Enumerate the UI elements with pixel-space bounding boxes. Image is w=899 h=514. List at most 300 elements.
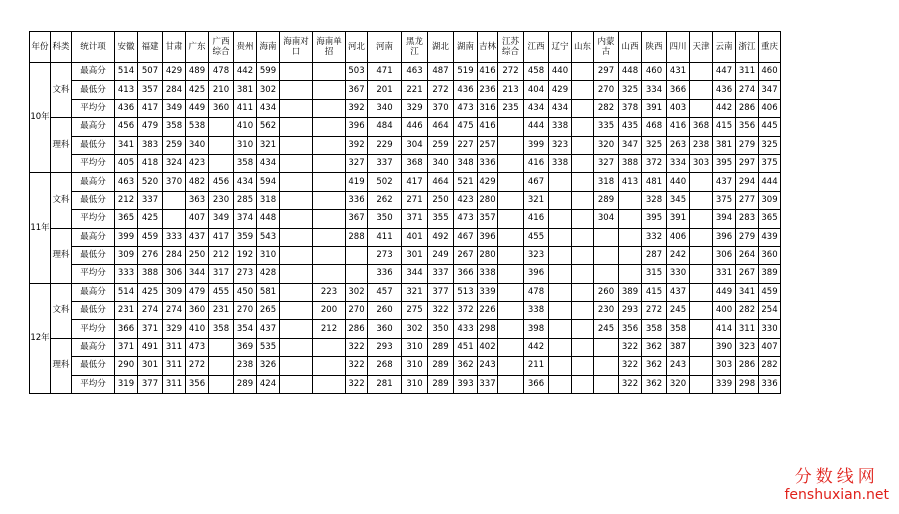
score-cell: 375 xyxy=(713,191,736,209)
score-cell: 521 xyxy=(454,173,478,191)
score-cell xyxy=(209,357,234,375)
score-cell: 337 xyxy=(428,265,454,283)
score-cell: 435 xyxy=(619,118,642,136)
score-cell: 230 xyxy=(209,191,234,209)
score-cell: 366 xyxy=(454,265,478,283)
stat-label-cell: 最高分 xyxy=(72,338,115,356)
score-cell: 478 xyxy=(209,63,234,81)
column-header: 江苏综合 xyxy=(498,32,524,63)
score-cell: 282 xyxy=(759,357,781,375)
score-cell: 273 xyxy=(368,246,402,264)
column-header: 天津 xyxy=(690,32,713,63)
table-row xyxy=(30,136,781,154)
stat-label-cell: 最低分 xyxy=(72,302,115,320)
score-cell: 200 xyxy=(313,302,346,320)
column-header: 年份 xyxy=(30,32,51,63)
score-cell: 318 xyxy=(594,173,619,191)
score-cell: 212 xyxy=(209,246,234,264)
score-cell: 519 xyxy=(454,63,478,81)
year-cell: 12年 xyxy=(30,283,51,393)
score-cell: 377 xyxy=(428,283,454,301)
score-cell: 310 xyxy=(402,375,428,393)
column-header: 重庆 xyxy=(759,32,781,63)
score-cell: 289 xyxy=(428,338,454,356)
score-cell: 416 xyxy=(524,210,549,228)
score-cell: 442 xyxy=(524,338,549,356)
score-cell: 425 xyxy=(138,210,163,228)
score-cell: 413 xyxy=(115,81,138,99)
score-cell xyxy=(572,210,594,228)
score-cell: 406 xyxy=(667,228,690,246)
score-cell: 396 xyxy=(713,228,736,246)
score-cell: 428 xyxy=(257,265,280,283)
score-cell: 358 xyxy=(163,118,186,136)
score-cell xyxy=(313,246,346,264)
score-cell: 289 xyxy=(428,357,454,375)
score-cell xyxy=(572,136,594,154)
column-header: 科类 xyxy=(51,32,72,63)
score-cell xyxy=(594,265,619,283)
score-cell: 392 xyxy=(346,136,368,154)
score-cell: 270 xyxy=(594,81,619,99)
score-cell xyxy=(313,210,346,228)
score-cell: 358 xyxy=(667,320,690,338)
table-row xyxy=(30,283,781,301)
score-cell: 280 xyxy=(478,191,498,209)
score-cell: 437 xyxy=(257,320,280,338)
score-cell xyxy=(498,338,524,356)
score-cell: 272 xyxy=(498,63,524,81)
score-cell: 270 xyxy=(346,302,368,320)
score-cell: 362 xyxy=(642,375,667,393)
score-cell: 389 xyxy=(619,283,642,301)
column-header: 内蒙古 xyxy=(594,32,619,63)
column-header: 贵州 xyxy=(234,32,257,63)
table-row xyxy=(30,375,781,393)
score-cell: 390 xyxy=(713,338,736,356)
score-cell: 337 xyxy=(478,375,498,393)
score-cell: 310 xyxy=(402,357,428,375)
score-cell: 293 xyxy=(368,338,402,356)
score-cell: 371 xyxy=(115,338,138,356)
watermark-cn: 分数线网 xyxy=(794,467,879,487)
score-cell: 238 xyxy=(234,357,257,375)
score-cell xyxy=(690,63,713,81)
score-cell: 468 xyxy=(642,118,667,136)
column-header: 河南 xyxy=(368,32,402,63)
category-cell: 文科 xyxy=(51,173,72,228)
score-cell xyxy=(594,375,619,393)
score-cell: 304 xyxy=(594,210,619,228)
score-cell xyxy=(572,246,594,264)
score-cell: 302 xyxy=(257,81,280,99)
score-cell: 460 xyxy=(759,63,781,81)
score-cell: 377 xyxy=(138,375,163,393)
score-cell: 455 xyxy=(209,283,234,301)
score-cell xyxy=(549,375,572,393)
score-cell: 250 xyxy=(186,246,209,264)
score-cell: 520 xyxy=(138,173,163,191)
score-cell: 417 xyxy=(402,173,428,191)
score-cell xyxy=(209,154,234,172)
score-cell: 322 xyxy=(619,375,642,393)
score-cell: 360 xyxy=(759,246,781,264)
score-cell xyxy=(209,118,234,136)
score-cell: 457 xyxy=(368,283,402,301)
score-cell: 231 xyxy=(115,302,138,320)
score-cell: 444 xyxy=(524,118,549,136)
score-cell: 339 xyxy=(478,283,498,301)
score-cell: 458 xyxy=(524,63,549,81)
score-cell: 396 xyxy=(346,118,368,136)
score-cell: 399 xyxy=(524,136,549,154)
score-cell: 489 xyxy=(186,63,209,81)
score-cell xyxy=(280,246,313,264)
score-cell xyxy=(690,99,713,117)
column-header: 陕西 xyxy=(642,32,667,63)
score-cell: 325 xyxy=(759,136,781,154)
score-cell xyxy=(280,320,313,338)
score-cell: 320 xyxy=(667,375,690,393)
score-cell: 436 xyxy=(454,81,478,99)
stat-label-cell: 平均分 xyxy=(72,99,115,117)
score-cell: 459 xyxy=(138,228,163,246)
score-cell: 543 xyxy=(257,228,280,246)
score-cell xyxy=(280,210,313,228)
table-row xyxy=(30,210,781,228)
score-cell: 425 xyxy=(138,283,163,301)
score-cell xyxy=(690,191,713,209)
score-cell: 267 xyxy=(736,265,759,283)
score-cell: 383 xyxy=(138,136,163,154)
table-row xyxy=(30,81,781,99)
stat-label-cell: 最高分 xyxy=(72,173,115,191)
score-cell: 275 xyxy=(402,302,428,320)
score-cell: 201 xyxy=(368,81,402,99)
score-cell xyxy=(498,283,524,301)
score-cell xyxy=(594,228,619,246)
score-cell: 347 xyxy=(759,81,781,99)
score-cell: 267 xyxy=(454,246,478,264)
score-cell: 503 xyxy=(346,63,368,81)
score-cell: 473 xyxy=(454,210,478,228)
stat-label-cell: 最低分 xyxy=(72,81,115,99)
score-cell: 290 xyxy=(115,357,138,375)
stat-label-cell: 平均分 xyxy=(72,154,115,172)
score-cell xyxy=(619,191,642,209)
score-cell: 338 xyxy=(478,265,498,283)
stat-label-cell: 平均分 xyxy=(72,375,115,393)
score-cell: 284 xyxy=(163,246,186,264)
score-cell: 273 xyxy=(234,265,257,283)
score-cell: 448 xyxy=(257,210,280,228)
score-cell: 366 xyxy=(524,375,549,393)
score-cell xyxy=(346,265,368,283)
score-cell xyxy=(280,99,313,117)
year-cell: 11年 xyxy=(30,173,51,283)
score-cell: 371 xyxy=(138,320,163,338)
score-cell xyxy=(690,283,713,301)
score-cell: 433 xyxy=(454,320,478,338)
score-cell: 349 xyxy=(163,99,186,117)
score-cell: 437 xyxy=(667,283,690,301)
column-header: 广西综合 xyxy=(209,32,234,63)
score-cell: 400 xyxy=(713,302,736,320)
table-row xyxy=(30,265,781,283)
score-cell: 303 xyxy=(690,154,713,172)
score-cell: 236 xyxy=(478,81,498,99)
score-cell xyxy=(619,228,642,246)
score-cell xyxy=(313,375,346,393)
column-header: 黑龙江 xyxy=(402,32,428,63)
category-cell: 文科 xyxy=(51,63,72,118)
score-cell: 268 xyxy=(368,357,402,375)
score-cell: 277 xyxy=(736,191,759,209)
score-cell xyxy=(280,191,313,209)
score-cell: 259 xyxy=(428,136,454,154)
score-cell xyxy=(594,357,619,375)
score-cell: 211 xyxy=(524,357,549,375)
score-cell: 362 xyxy=(454,357,478,375)
score-cell: 348 xyxy=(454,154,478,172)
score-cell: 339 xyxy=(713,375,736,393)
score-cell: 274 xyxy=(736,81,759,99)
score-cell xyxy=(163,191,186,209)
score-cell: 372 xyxy=(642,154,667,172)
score-cell: 463 xyxy=(402,63,428,81)
score-cell: 325 xyxy=(619,81,642,99)
score-cell: 340 xyxy=(428,154,454,172)
score-cell: 270 xyxy=(234,302,257,320)
score-cell xyxy=(313,118,346,136)
score-cell: 337 xyxy=(138,191,163,209)
column-header: 海南 xyxy=(257,32,280,63)
score-cell xyxy=(498,375,524,393)
score-cell xyxy=(313,136,346,154)
table-row xyxy=(30,338,781,356)
score-cell: 359 xyxy=(234,228,257,246)
score-cell: 294 xyxy=(736,173,759,191)
score-cell: 417 xyxy=(138,99,163,117)
column-header: 海南单招 xyxy=(313,32,346,63)
table-row xyxy=(30,302,781,320)
score-cell xyxy=(572,357,594,375)
score-cell: 423 xyxy=(186,154,209,172)
score-cell: 473 xyxy=(186,338,209,356)
column-header: 四川 xyxy=(667,32,690,63)
score-cell xyxy=(549,283,572,301)
score-cell: 418 xyxy=(138,154,163,172)
score-cell: 507 xyxy=(138,63,163,81)
score-cell: 279 xyxy=(736,136,759,154)
score-cell xyxy=(280,63,313,81)
score-cell: 594 xyxy=(257,173,280,191)
score-cell: 434 xyxy=(234,173,257,191)
column-header: 山东 xyxy=(572,32,594,63)
score-cell: 410 xyxy=(186,320,209,338)
stat-label-cell: 最高分 xyxy=(72,118,115,136)
score-cell: 226 xyxy=(478,302,498,320)
column-header: 湖南 xyxy=(454,32,478,63)
score-cell: 415 xyxy=(713,118,736,136)
score-cell: 478 xyxy=(524,283,549,301)
score-cell: 448 xyxy=(619,63,642,81)
score-cell: 487 xyxy=(428,63,454,81)
score-cell: 317 xyxy=(209,265,234,283)
score-cell xyxy=(313,338,346,356)
score-cell: 265 xyxy=(257,302,280,320)
score-cell: 396 xyxy=(478,228,498,246)
category-cell: 文科 xyxy=(51,283,72,338)
score-cell: 250 xyxy=(428,191,454,209)
score-cell: 321 xyxy=(402,283,428,301)
score-cell: 331 xyxy=(713,265,736,283)
score-cell: 354 xyxy=(234,320,257,338)
score-cell xyxy=(280,154,313,172)
score-cell xyxy=(572,320,594,338)
score-cell xyxy=(690,375,713,393)
score-cell: 414 xyxy=(713,320,736,338)
score-cell: 514 xyxy=(115,63,138,81)
score-cell: 335 xyxy=(594,118,619,136)
score-cell xyxy=(498,210,524,228)
score-cell: 363 xyxy=(186,191,209,209)
score-cell: 473 xyxy=(454,99,478,117)
score-cell xyxy=(313,173,346,191)
score-cell: 378 xyxy=(619,99,642,117)
score-cell: 388 xyxy=(619,154,642,172)
score-cell: 355 xyxy=(428,210,454,228)
score-cell xyxy=(313,357,346,375)
score-cell: 212 xyxy=(313,320,346,338)
score-cell: 322 xyxy=(619,357,642,375)
score-cell: 286 xyxy=(346,320,368,338)
score-cell: 227 xyxy=(454,136,478,154)
score-cell: 303 xyxy=(713,357,736,375)
score-cell: 259 xyxy=(163,136,186,154)
score-cell: 229 xyxy=(368,136,402,154)
score-cell: 341 xyxy=(115,136,138,154)
score-cell: 467 xyxy=(524,173,549,191)
score-cell: 513 xyxy=(454,283,478,301)
score-cell: 475 xyxy=(454,118,478,136)
score-cell: 309 xyxy=(115,246,138,264)
score-cell: 322 xyxy=(346,338,368,356)
score-cell: 371 xyxy=(402,210,428,228)
score-cell: 310 xyxy=(402,338,428,356)
score-cell xyxy=(280,265,313,283)
score-cell: 321 xyxy=(257,136,280,154)
score-cell: 330 xyxy=(759,320,781,338)
score-cell xyxy=(572,302,594,320)
score-cell xyxy=(280,228,313,246)
score-cell: 416 xyxy=(478,63,498,81)
score-cell: 330 xyxy=(667,265,690,283)
score-cell: 310 xyxy=(257,246,280,264)
score-cell xyxy=(619,210,642,228)
table-row xyxy=(30,118,781,136)
score-cell: 311 xyxy=(163,375,186,393)
column-header: 安徽 xyxy=(115,32,138,63)
score-cell: 416 xyxy=(667,118,690,136)
score-cell xyxy=(549,173,572,191)
score-cell xyxy=(280,357,313,375)
score-cell: 298 xyxy=(736,375,759,393)
score-cell xyxy=(549,191,572,209)
score-cell: 289 xyxy=(594,191,619,209)
score-cell xyxy=(549,265,572,283)
score-cell xyxy=(690,265,713,283)
score-cell: 358 xyxy=(234,154,257,172)
score-cell xyxy=(572,99,594,117)
score-cell: 411 xyxy=(368,228,402,246)
score-cell: 336 xyxy=(368,265,402,283)
score-cell: 437 xyxy=(713,173,736,191)
score-cell: 263 xyxy=(667,136,690,154)
score-cell: 369 xyxy=(234,338,257,356)
table-row xyxy=(30,357,781,375)
score-cell xyxy=(549,320,572,338)
column-header: 福建 xyxy=(138,32,163,63)
score-cell: 245 xyxy=(667,302,690,320)
score-cell xyxy=(572,338,594,356)
score-cell: 449 xyxy=(186,99,209,117)
score-cell: 322 xyxy=(619,338,642,356)
score-cell xyxy=(549,210,572,228)
score-cell: 282 xyxy=(594,99,619,117)
score-cell: 387 xyxy=(667,338,690,356)
score-cell: 341 xyxy=(736,283,759,301)
score-cell: 356 xyxy=(186,375,209,393)
watermark xyxy=(784,468,889,503)
score-cell: 272 xyxy=(428,81,454,99)
score-cell: 416 xyxy=(478,118,498,136)
score-cell: 372 xyxy=(454,302,478,320)
score-cell: 434 xyxy=(257,99,280,117)
score-cell: 381 xyxy=(234,81,257,99)
score-cell: 391 xyxy=(667,210,690,228)
score-cell: 367 xyxy=(346,81,368,99)
score-cell xyxy=(572,375,594,393)
score-cell xyxy=(313,191,346,209)
score-cell: 356 xyxy=(736,118,759,136)
score-cell: 398 xyxy=(524,320,549,338)
score-cell: 360 xyxy=(209,99,234,117)
score-cell: 436 xyxy=(115,99,138,117)
score-cell: 429 xyxy=(549,81,572,99)
score-cell: 482 xyxy=(186,173,209,191)
score-cell xyxy=(572,191,594,209)
score-cell xyxy=(313,228,346,246)
score-cell xyxy=(549,246,572,264)
stat-label-cell: 最高分 xyxy=(72,228,115,246)
score-cell: 243 xyxy=(667,357,690,375)
score-cell: 538 xyxy=(186,118,209,136)
score-cell: 365 xyxy=(759,210,781,228)
score-cell: 310 xyxy=(234,136,257,154)
score-cell: 456 xyxy=(209,173,234,191)
score-cell: 502 xyxy=(368,173,402,191)
score-cell xyxy=(572,283,594,301)
score-cell: 365 xyxy=(115,210,138,228)
score-cell: 423 xyxy=(454,191,478,209)
column-header: 云南 xyxy=(713,32,736,63)
score-cell: 444 xyxy=(759,173,781,191)
score-cell: 212 xyxy=(115,191,138,209)
stat-label-cell: 平均分 xyxy=(72,265,115,283)
score-cell: 415 xyxy=(642,283,667,301)
score-cell xyxy=(313,154,346,172)
